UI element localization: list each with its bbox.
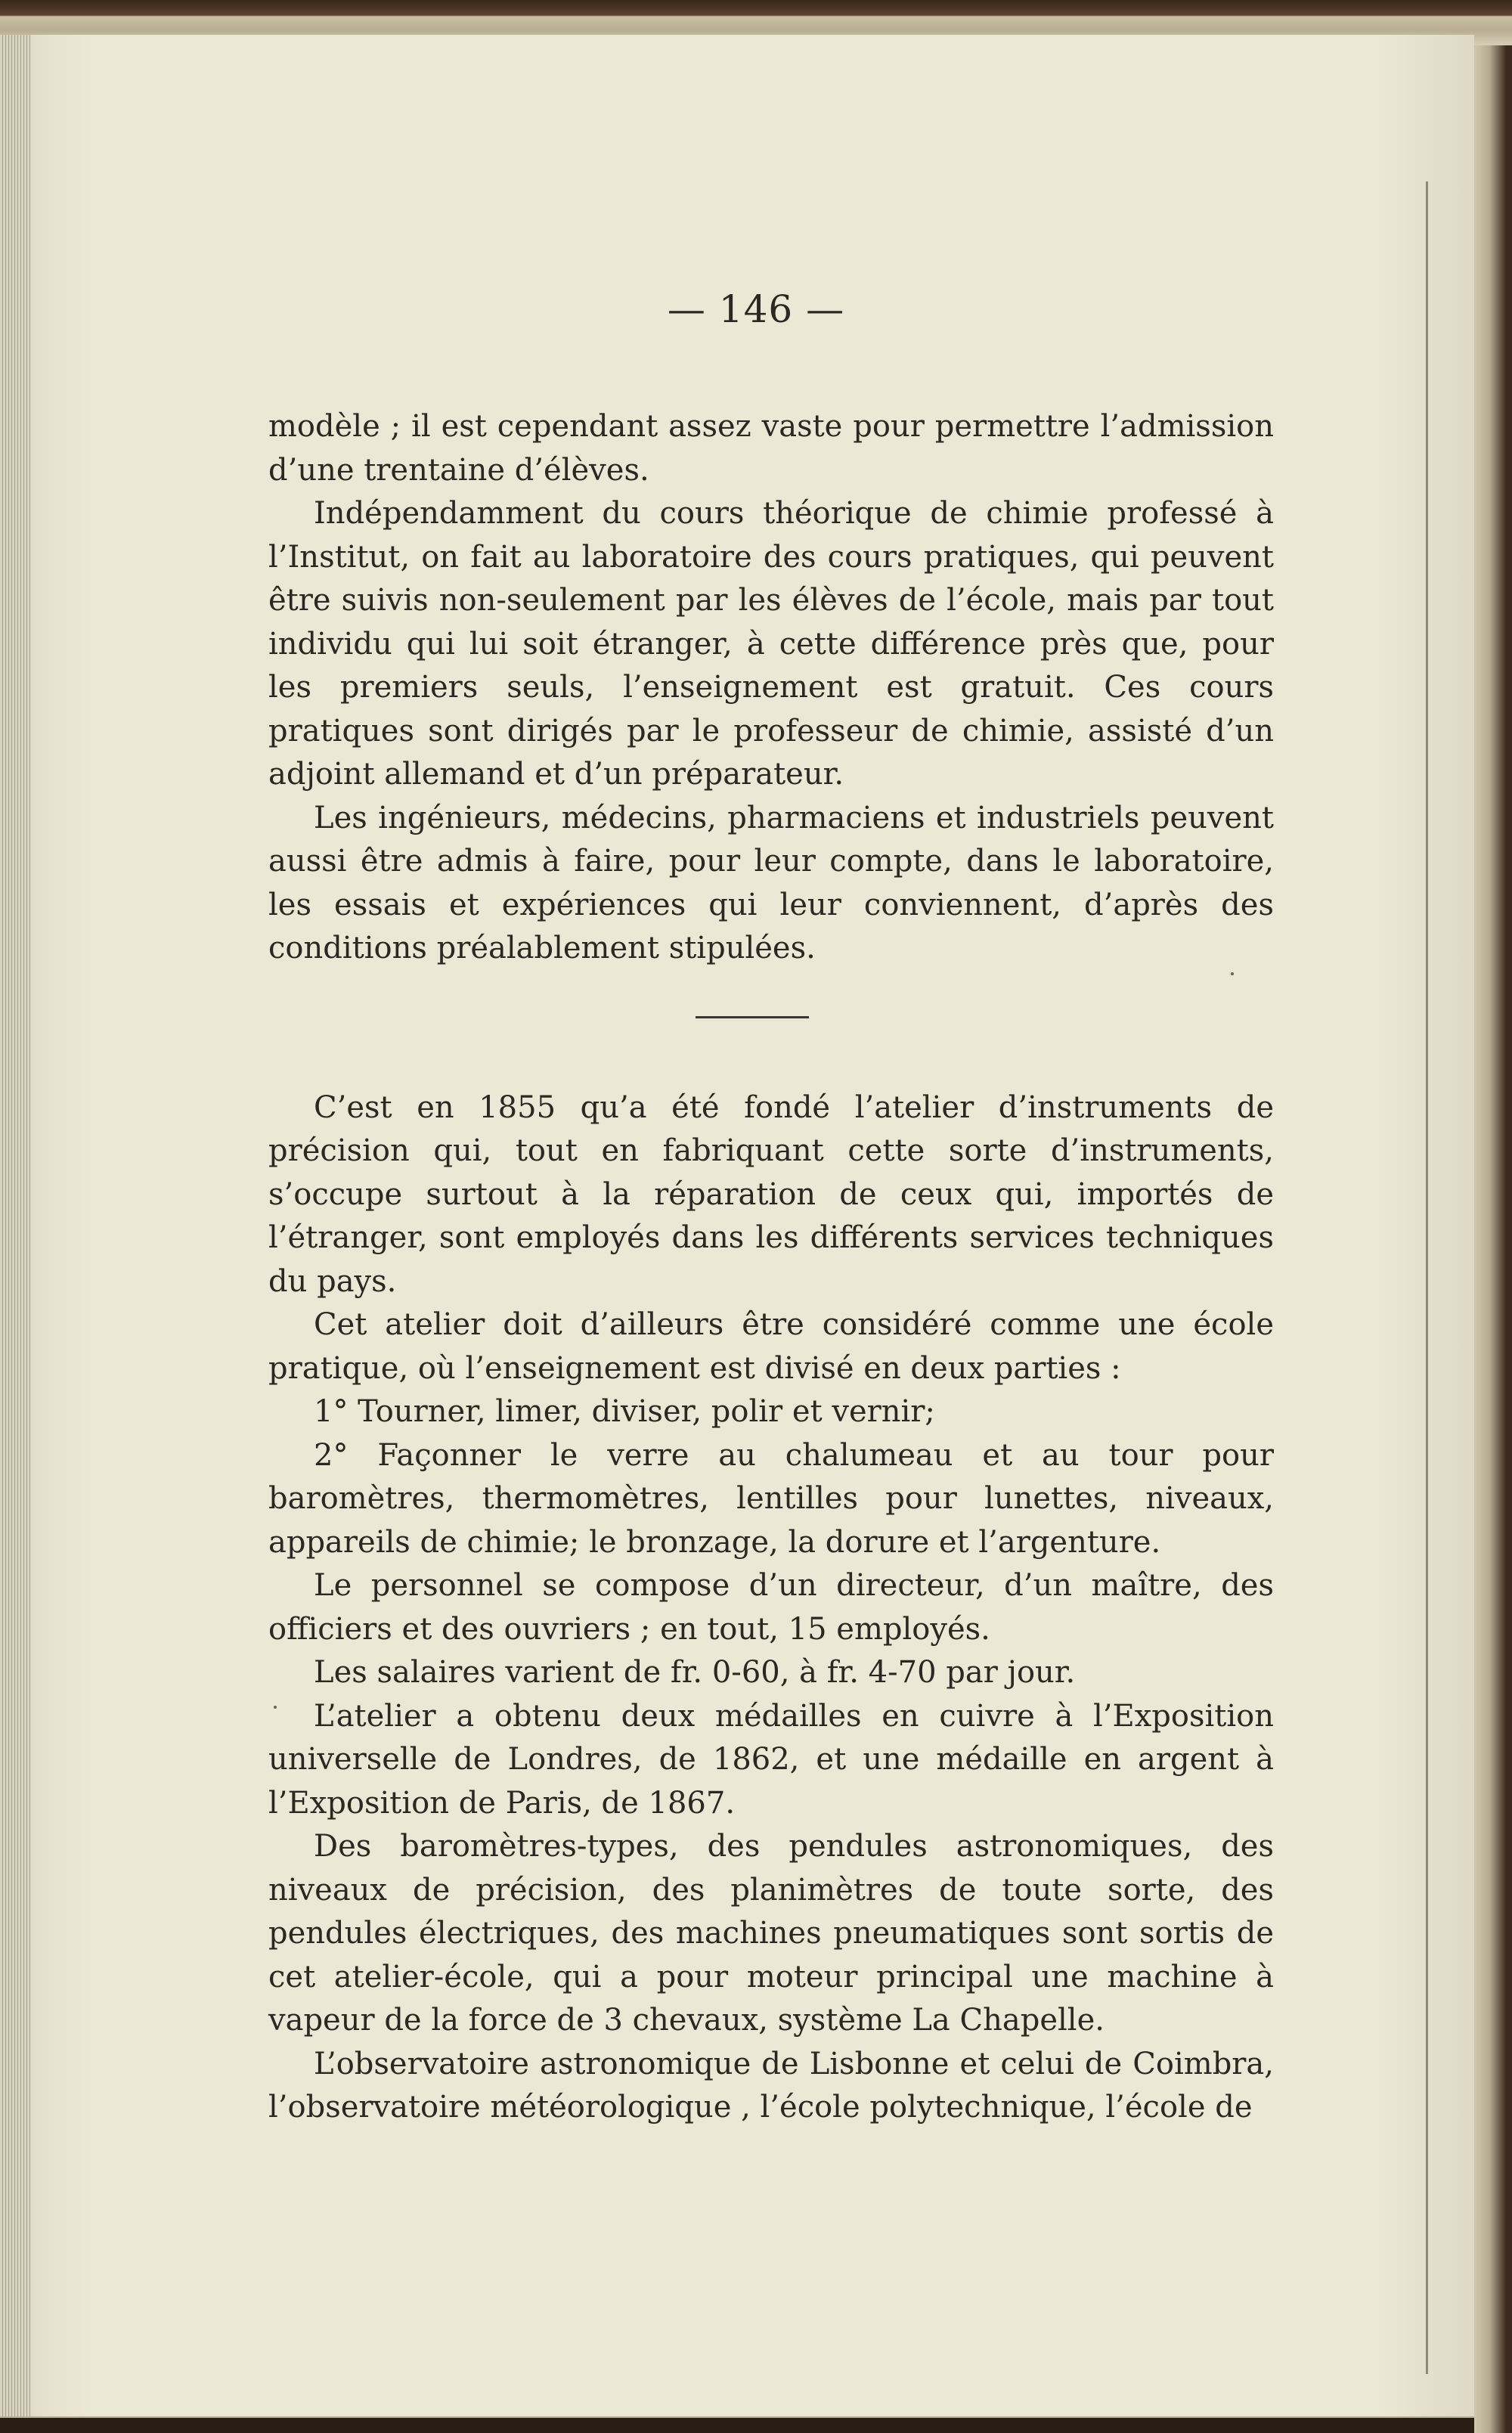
paragraph: Les salaires varient de fr. 0-60, à fr. 4-70 par jour. <box>314 1655 1076 1690</box>
list-item: 2° Façonner le verre au chalumeau et au tour pour baromètres, thermomètres, lentilles pour lunettes, niveaux, appareils de chimie; le bronzage, la dorure et l’argenture. <box>268 1437 1274 1560</box>
paragraph: Des baromètres-types, des pendules astronomiques, des niveaux de précision, des planimètres de toute sorte, des pendules électriques, des machines pneumatiques sont sortis de cet atelier-école, qui a pour moteur principal une machine à vapeur de la force de 3 chevaux, système La Chapelle. <box>268 1829 1274 2038</box>
paragraph: Les ingénieurs, médecins, pharmaciens et industriels peuvent aussi être admis à faire, pour leur compte, dans le laboratoire, les essais et expériences qui leur conviennent, d’après des conditions préalablement stipulées. <box>268 800 1274 965</box>
paragraph: L’atelier a obtenu deux médailles en cuivre à l’Exposition universelle de Londres, de 1862, et une médaille en argent à l’Exposition de Paris, de 1867. <box>268 1698 1274 1821</box>
paragraph: Indépendamment du cours théorique de chimie professé à l’Institut, on fait au laboratoire des cours pratiques, qui peuvent être suivis non-seulement par les élèves de l’école, mais par tout individu qui lui soit étranger, à cette différence près que, pour les premiers seuls, l’enseignement est gratuit. Ces cours pratiques sont dirigés par le professeur de chimie, assisté d’un adjoint allemand et d’un préparateur. <box>268 496 1274 792</box>
page-stack-edge-left <box>0 35 30 2416</box>
right-margin-rule <box>1426 181 1428 2374</box>
page-number: — 146 — <box>667 287 845 331</box>
list-item: 1° Tourner, limer, diviser, polir et vernir; <box>314 1394 935 1429</box>
paragraph: Le personnel se compose d’un directeur, d’un maître, des officiers et des ouvriers ; en tout, 15 employés. <box>268 1568 1274 1647</box>
section-separator <box>696 1016 809 1018</box>
paragraph: C’est en 1855 qu’a été fondé l’atelier d’instruments de précision qui, tout en fabriquant cette sorte d’instruments, s’occupe surtout à la réparation de ceux qui, importés de l’étranger, sont employés dans les différents services techniques du pays. <box>268 1089 1274 1299</box>
section-atelier <box>268 1086 1274 2130</box>
page-text <box>268 287 1274 2130</box>
section-laboratory <box>268 405 1274 971</box>
book-edge-right <box>1474 45 1512 2433</box>
paragraph: modèle ; il est cependant assez vaste pour permettre l’admission d’une trentaine d’élèves. <box>268 409 1274 488</box>
paragraph: Cet atelier doit d’ailleurs être considéré comme une école pratique, où l’enseignement est divisé en deux parties : <box>268 1307 1274 1386</box>
paragraph: L’observatoire astronomique de Lisbonne et celui de Coimbra, l’observatoire météorologique , l’école polytechnique, l’école de <box>268 2046 1274 2125</box>
